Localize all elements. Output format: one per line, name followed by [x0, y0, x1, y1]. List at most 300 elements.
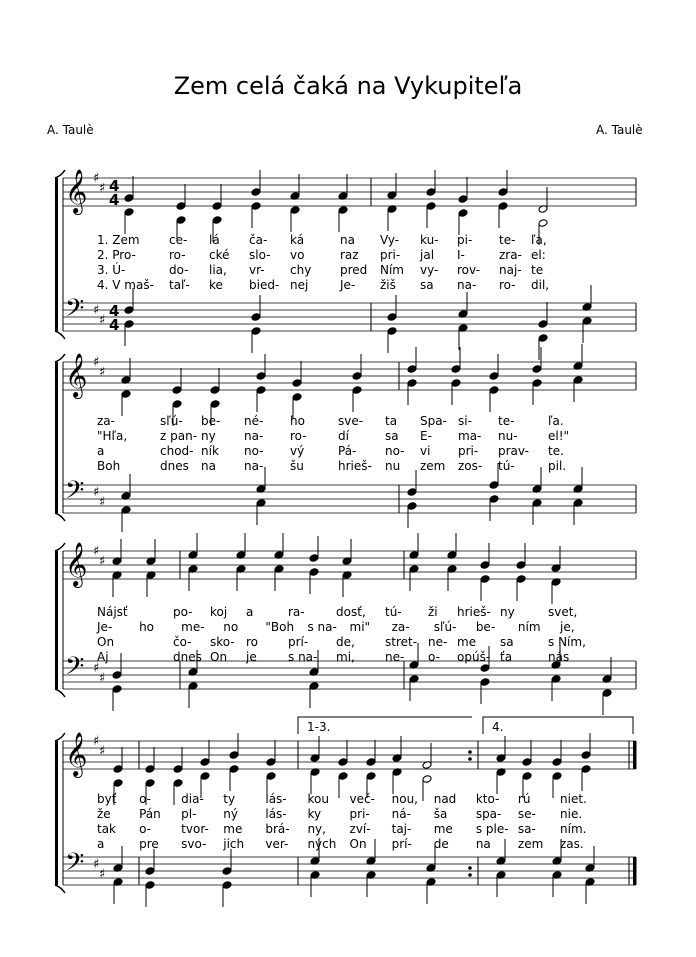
- soprano-note: [200, 758, 210, 767]
- lyric-syllable: dnes: [160, 459, 189, 473]
- lyric-syllable: šu: [290, 459, 304, 473]
- alto-note: [266, 772, 276, 781]
- lyric-syllable: jal: [420, 248, 435, 262]
- bass-note: [222, 881, 232, 890]
- lyric-syllable: je: [246, 650, 257, 664]
- bass-note: [489, 495, 499, 504]
- lyric-syllable: me: [457, 635, 477, 649]
- bass-note: [602, 689, 612, 698]
- lyric-syllable: ta: [385, 414, 398, 428]
- sharp-icon: ♯: [93, 303, 100, 318]
- sharp-icon: ♯: [99, 313, 106, 328]
- lyric-syllable: "Hľa,: [97, 429, 128, 443]
- bass-note: [124, 320, 134, 329]
- lyric-syllable: bied-: [249, 278, 280, 292]
- lyric-syllable: sve-: [338, 414, 364, 428]
- lyric-syllable: be-: [475, 620, 496, 634]
- lyric-syllable: tú-: [498, 459, 515, 473]
- lyric-syllable: na-: [244, 459, 264, 473]
- lyric-syllable: Nájsť: [97, 605, 128, 619]
- bracket-top: [55, 354, 65, 362]
- soprano-note: [532, 365, 542, 374]
- bass-note: [251, 327, 261, 336]
- treble-clef-icon: 𝄞: [65, 542, 88, 586]
- lyric-syllable: dosť,: [336, 605, 366, 619]
- lyric-syllable: tú-: [385, 605, 402, 619]
- lyric-syllable: né-: [244, 414, 264, 428]
- soprano-note: [266, 758, 276, 767]
- lyric-syllable: byť: [97, 792, 117, 806]
- lyric-syllable: no-: [385, 444, 405, 458]
- lyric-syllable: ľa.: [548, 414, 564, 428]
- lyric-syllable: o-: [139, 822, 151, 836]
- alto-note: [309, 568, 319, 577]
- lyric-syllable: el!": [548, 429, 570, 443]
- lyric-syllable: zos-: [458, 459, 483, 473]
- alto-note: [292, 393, 302, 402]
- system-bracket: [55, 741, 58, 885]
- lyric-syllable: na: [340, 233, 355, 247]
- lyric-syllable: več-: [349, 792, 375, 806]
- lyric-syllable: kou: [307, 792, 329, 806]
- bracket-bottom: [55, 885, 65, 893]
- alto-note: [176, 216, 186, 225]
- lyric-syllable: pri-: [458, 444, 479, 458]
- lyric-syllable: ním: [517, 620, 541, 634]
- lyric-syllable: lás-: [265, 792, 287, 806]
- alto-note: [145, 779, 155, 788]
- volta-bracket-2: [483, 717, 633, 734]
- alto-note: [210, 400, 220, 409]
- lyric-syllable: si-: [458, 414, 472, 428]
- tenor-note: [145, 867, 155, 876]
- lyric-syllable: pri-: [380, 248, 401, 262]
- lyric-syllable: dí: [338, 429, 349, 443]
- soprano-note: [498, 188, 508, 197]
- lyric-syllable: Vy-: [380, 233, 400, 247]
- lyric-syllable: chod-: [160, 444, 194, 458]
- bracket-bottom: [55, 513, 65, 521]
- tenor-note: [251, 313, 261, 322]
- lyric-syllable: pri-: [349, 807, 370, 821]
- final-barline: [633, 857, 636, 885]
- lyric-syllable: no-: [244, 444, 264, 458]
- lyric-syllable: dnes: [173, 650, 202, 664]
- lyric-syllable: el:: [531, 248, 546, 262]
- alto-note: [113, 779, 123, 788]
- lyric-syllable: sko-: [210, 635, 235, 649]
- lyric-syllable: ny: [500, 605, 515, 619]
- lyric-syllable: Boh: [97, 459, 121, 473]
- lyric-syllable: je,: [560, 620, 575, 634]
- bass-note: [407, 502, 417, 511]
- lyric-syllable: ča-: [249, 233, 268, 247]
- lyric-syllable: sľú-: [433, 620, 457, 634]
- alto-note: [480, 575, 490, 584]
- bass-clef-icon: 𝄢: [65, 294, 85, 329]
- soprano-note: [251, 188, 261, 197]
- lyric-syllable: no: [223, 620, 239, 634]
- alto-note: [212, 216, 222, 225]
- lyric-syllable: nou,: [391, 792, 418, 806]
- lyric-syllable: zas.: [560, 837, 584, 851]
- lyric-syllable: a: [246, 605, 254, 619]
- lyric-syllable: tak: [97, 822, 117, 836]
- system-bracket: [55, 178, 58, 331]
- bracket-top: [55, 170, 65, 178]
- lyric-syllable: opúš-: [457, 650, 491, 664]
- soprano-note: [212, 202, 222, 211]
- repeat-dot: [468, 750, 472, 754]
- repeat-dot: [468, 757, 472, 761]
- lyric-syllable: rov-: [457, 263, 481, 277]
- lyric-syllable: ži: [428, 605, 438, 619]
- alto-note: [451, 379, 461, 388]
- lyric-syllable: po-: [173, 605, 193, 619]
- lyric-syllable: kto-: [475, 792, 500, 806]
- sharp-icon: ♯: [99, 495, 106, 510]
- lyric-syllable: o-: [428, 650, 440, 664]
- lyric-syllable: te-: [498, 414, 515, 428]
- lyric-syllable: slo-: [249, 248, 271, 262]
- lyric-syllable: zví-: [349, 822, 371, 836]
- lyric-syllable: nás: [548, 650, 570, 664]
- alto-note: [552, 772, 562, 781]
- composer-right: A. Taulè: [596, 123, 643, 137]
- lyric-syllable: nu-: [498, 429, 518, 443]
- lyric-syllable: vr-: [249, 263, 265, 277]
- tenor-note: [112, 671, 122, 680]
- lyric-syllable: se-: [517, 807, 536, 821]
- lyric-syllable: sľú-: [160, 414, 183, 428]
- lyric-syllable: Ním: [380, 263, 404, 277]
- lyric-syllable: ver-: [265, 837, 289, 851]
- soprano-note: [581, 751, 591, 760]
- bass-note: [538, 334, 548, 343]
- alto-note: [366, 772, 376, 781]
- lyric-syllable: dia-: [181, 792, 204, 806]
- time-signature: 4: [109, 316, 120, 334]
- repeat-dot: [468, 866, 472, 870]
- lyric-syllable: na: [201, 459, 216, 473]
- lyric-syllable: de: [433, 837, 449, 851]
- lyric-syllable: be-: [201, 414, 221, 428]
- alto-note: [121, 390, 131, 399]
- soprano-note: [352, 372, 362, 381]
- composer-left: A. Taulè: [47, 123, 94, 137]
- soprano-note: [113, 765, 123, 774]
- page-title: Zem celá čaká na Vykupiteľa: [173, 72, 523, 100]
- lyric-syllable: ce-: [169, 233, 188, 247]
- alto-note: [532, 379, 542, 388]
- soprano-note: [407, 365, 417, 374]
- lyric-syllable: a: [97, 444, 105, 458]
- lyric-syllable: ho: [139, 620, 155, 634]
- lyric-syllable: 4. V maš-: [97, 278, 154, 292]
- lyric-syllable: ných: [307, 837, 337, 851]
- soprano-note: [229, 751, 239, 760]
- alto-note: [407, 379, 417, 388]
- soprano-note: [172, 386, 182, 395]
- lyric-syllable: ká: [290, 233, 305, 247]
- alto-note: [522, 772, 532, 781]
- lyric-syllable: de,: [336, 635, 355, 649]
- lyric-syllable: ku-: [420, 233, 439, 247]
- lyric-syllable: vo: [290, 248, 305, 262]
- alto-note: [352, 386, 362, 395]
- bass-note: [145, 881, 155, 890]
- system-bracket: [55, 362, 58, 513]
- lyric-syllable: ne-: [385, 650, 405, 664]
- lyric-syllable: me-: [181, 620, 205, 634]
- sharp-icon: ♯: [99, 181, 106, 196]
- lyric-syllable: ro: [246, 635, 259, 649]
- lyric-syllable: ke: [209, 278, 223, 292]
- lyric-syllable: ním.: [560, 822, 587, 836]
- lyric-syllable: E-: [420, 429, 432, 443]
- lyric-syllable: vi: [420, 444, 431, 458]
- lyric-syllable: On: [210, 650, 228, 664]
- alto-note: [516, 575, 526, 584]
- lyric-syllable: zem: [420, 459, 446, 473]
- lyric-syllable: taj-: [391, 822, 412, 836]
- bass-clef-icon: 𝄢: [65, 476, 85, 511]
- lyric-syllable: nej: [290, 278, 309, 292]
- soprano-note: [338, 758, 348, 767]
- alto-note: [498, 202, 508, 211]
- tenor-note: [222, 867, 232, 876]
- soprano-note: [451, 365, 461, 374]
- alto-note: [172, 400, 182, 409]
- soprano-note: [292, 379, 302, 388]
- bracket-top: [55, 543, 65, 551]
- volta-label-1: 1-3.: [307, 720, 331, 734]
- soprano-note: [366, 758, 376, 767]
- tenor-note: [489, 481, 499, 490]
- soprano-note: [489, 372, 499, 381]
- lyric-syllable: s Ním,: [548, 635, 586, 649]
- lyric-syllable: nie.: [560, 807, 583, 821]
- lyric-syllable: On: [349, 837, 367, 851]
- lyric-syllable: stret-: [385, 635, 418, 649]
- sharp-icon: ♯: [99, 365, 106, 380]
- lyric-syllable: prí-: [391, 837, 412, 851]
- alto-note: [338, 206, 348, 215]
- lyric-syllable: zra-: [499, 248, 522, 262]
- lyric-syllable: lás-: [265, 807, 287, 821]
- alto-note: [290, 206, 300, 215]
- tenor-note: [407, 488, 417, 497]
- volta-label-2: 4.: [492, 720, 504, 734]
- lyric-syllable: 3. Ú-: [97, 263, 126, 277]
- alto-note: [538, 219, 548, 228]
- soprano-note: [458, 195, 468, 204]
- lyric-syllable: z pan-: [160, 429, 198, 443]
- soprano-note: [522, 758, 532, 767]
- lyric-syllable: te: [531, 263, 544, 277]
- lyric-syllable: Je-: [97, 620, 113, 634]
- sharp-icon: ♯: [93, 857, 100, 872]
- lyric-syllable: koj: [210, 605, 228, 619]
- lyric-syllable: nu: [385, 459, 401, 473]
- sharp-icon: ♯: [99, 671, 106, 686]
- lyric-syllable: sa: [420, 278, 434, 292]
- alto-note: [124, 208, 134, 217]
- lyric-syllable: pred: [340, 263, 368, 277]
- lyric-syllable: "Boh: [265, 620, 295, 634]
- lyric-syllable: s na-: [288, 650, 318, 664]
- alto-note: [422, 775, 432, 784]
- bracket-top: [55, 733, 65, 741]
- soprano-note: [145, 765, 155, 774]
- soprano-note: [426, 188, 436, 197]
- soprano-note: [552, 758, 562, 767]
- lyric-syllable: dil,: [531, 278, 550, 292]
- tenor-note: [538, 320, 548, 329]
- sharp-icon: ♯: [99, 744, 106, 759]
- lyric-syllable: Pá-: [338, 444, 357, 458]
- lyric-syllable: tvor-: [181, 822, 209, 836]
- lyric-syllable: ro-: [169, 248, 186, 262]
- lyric-syllable: ra-: [288, 605, 305, 619]
- lyric-syllable: sa-: [517, 822, 536, 836]
- bass-note: [112, 685, 122, 694]
- sharp-icon: ♯: [93, 485, 100, 500]
- soprano-note: [256, 372, 266, 381]
- repeat-dot: [468, 873, 472, 877]
- lyric-syllable: vy-: [420, 263, 439, 277]
- lyric-syllable: Pán: [139, 807, 161, 821]
- soprano-note: [516, 561, 526, 570]
- lyric-syllable: 2. Pro-: [97, 248, 136, 262]
- alto-note: [489, 386, 499, 395]
- lyric-syllable: ník: [201, 444, 219, 458]
- lyric-syllable: a: [97, 837, 105, 851]
- soprano-note: [210, 386, 220, 395]
- lyric-syllable: taľ-: [169, 278, 190, 292]
- sharp-icon: ♯: [93, 734, 100, 749]
- soprano-note: [309, 554, 319, 563]
- lyric-syllable: ľa,: [531, 233, 547, 247]
- soprano-note: [480, 561, 490, 570]
- bracket-bottom: [55, 331, 65, 339]
- lyric-syllable: ne-: [428, 635, 448, 649]
- lyric-syllable: za-: [97, 414, 115, 428]
- lyric-syllable: pil.: [548, 459, 567, 473]
- bass-clef-icon: 𝄢: [65, 652, 85, 687]
- lyric-syllable: me: [223, 822, 243, 836]
- lyric-syllable: ro-: [290, 429, 307, 443]
- lyric-syllable: ša: [433, 807, 448, 821]
- lyric-syllable: lia,: [209, 263, 227, 277]
- lyric-syllable: pi-: [457, 233, 473, 247]
- lyric-syllable: do-: [169, 263, 189, 277]
- lyric-syllable: ťa: [500, 650, 513, 664]
- lyric-syllable: jich: [223, 837, 245, 851]
- lyric-syllable: hrieš-: [338, 459, 372, 473]
- lyric-syllable: svo-: [181, 837, 207, 851]
- soprano-note: [124, 194, 134, 203]
- lyric-syllable: pre: [139, 837, 159, 851]
- lyric-syllable: Aj: [97, 650, 109, 664]
- lyric-syllable: lá: [209, 233, 220, 247]
- lyric-syllable: na-: [244, 429, 264, 443]
- lyric-syllable: ny,: [307, 822, 326, 836]
- alto-note: [229, 765, 239, 774]
- sharp-icon: ♯: [99, 554, 106, 569]
- lyric-syllable: spa-: [475, 807, 502, 821]
- sharp-icon: ♯: [93, 544, 100, 559]
- alto-note: [173, 779, 183, 788]
- lyric-syllable: I-: [457, 248, 465, 262]
- lyric-syllable: s ple-: [475, 822, 509, 836]
- final-barline: [633, 741, 636, 769]
- time-signature: 4: [109, 177, 120, 195]
- soprano-note: [173, 765, 183, 774]
- treble-clef-icon: 𝄞: [65, 732, 88, 776]
- lyric-syllable: svet,: [548, 605, 578, 619]
- lyric-syllable: na: [475, 837, 491, 851]
- lyric-syllable: hrieš-: [457, 605, 491, 619]
- lyric-syllable: me: [433, 822, 453, 836]
- lyric-syllable: vý: [290, 444, 305, 458]
- bracket-bottom: [55, 689, 65, 697]
- lyric-syllable: za-: [391, 620, 410, 634]
- lyric-syllable: o-: [139, 792, 151, 806]
- lyric-syllable: naj-: [499, 263, 522, 277]
- lyric-syllable: sa: [500, 635, 514, 649]
- soprano-note: [176, 202, 186, 211]
- sharp-icon: ♯: [93, 355, 100, 370]
- lyric-syllable: te-: [499, 233, 516, 247]
- lyric-syllable: ná-: [391, 807, 411, 821]
- lyric-syllable: čo-: [173, 635, 192, 649]
- lyric-syllable: chy: [290, 263, 312, 277]
- sharp-icon: ♯: [93, 661, 100, 676]
- lyric-syllable: raz: [340, 248, 359, 262]
- system-bracket: [55, 551, 58, 689]
- lyric-syllable: žiš: [380, 278, 396, 292]
- tenor-note: [480, 664, 490, 673]
- time-signature: 4: [109, 302, 120, 320]
- lyric-syllable: prav-: [498, 444, 530, 458]
- treble-clef-icon: 𝄞: [65, 169, 88, 213]
- lyric-syllable: ty: [223, 792, 236, 806]
- sharp-icon: ♯: [93, 171, 100, 186]
- alto-note: [581, 765, 591, 774]
- lyric-syllable: cké: [209, 248, 230, 262]
- lyric-syllable: na-: [457, 278, 477, 292]
- lyric-syllable: Je-: [340, 278, 356, 292]
- lyric-syllable: zem: [517, 837, 544, 851]
- alto-note: [458, 209, 468, 218]
- alto-note: [338, 772, 348, 781]
- lyric-syllable: te.: [548, 444, 564, 458]
- lyric-syllable: mi": [349, 620, 371, 634]
- bass-note: [480, 678, 490, 687]
- bass-note: [387, 327, 397, 336]
- lyric-syllable: niet.: [560, 792, 587, 806]
- lyric-syllable: ro-: [499, 278, 516, 292]
- lyric-syllable: mi,: [336, 650, 355, 664]
- lyric-syllable: ný: [223, 807, 238, 821]
- alto-note: [200, 772, 210, 781]
- lyric-syllable: sa: [385, 429, 399, 443]
- lyric-syllable: ma-: [458, 429, 482, 443]
- lyric-syllable: prí-: [288, 635, 309, 649]
- lyric-syllable: 1. Zem: [97, 233, 140, 247]
- alto-note: [251, 202, 261, 211]
